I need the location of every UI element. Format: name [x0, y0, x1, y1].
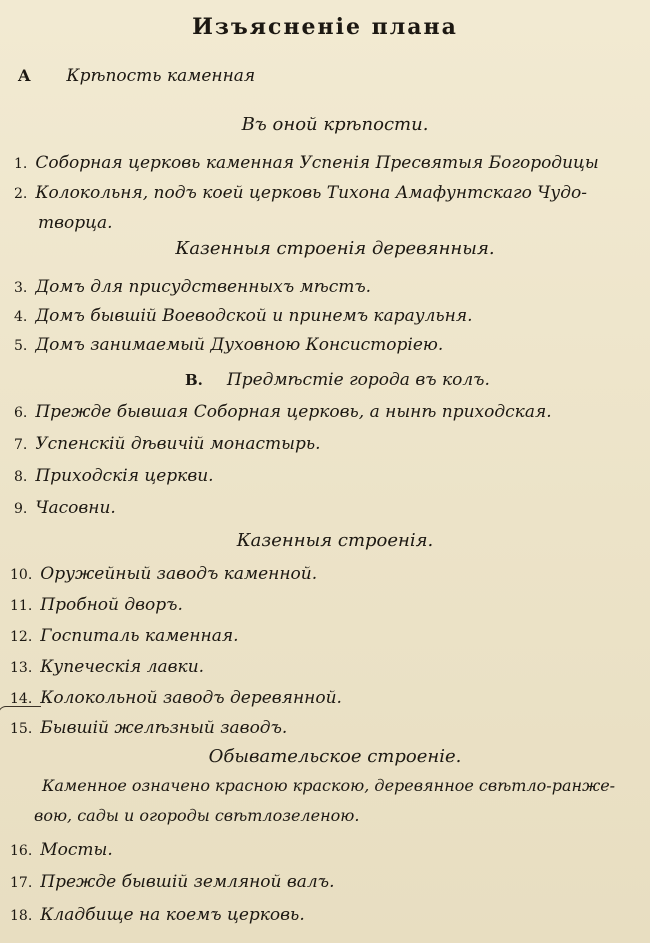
list-item — [10, 718, 287, 738]
item-text: Домъ бывшій Воеводской и принемъ караульня. — [35, 306, 473, 326]
item-text: Часовни. — [35, 498, 116, 518]
item-number: 12. — [10, 629, 33, 645]
item-number: 1. — [14, 156, 28, 172]
sub-heading-fortress: Въ оной крѣпости. — [241, 114, 429, 135]
list-item — [10, 905, 305, 925]
item-number: 13. — [10, 660, 33, 676]
item-number: 14. — [10, 691, 33, 707]
item-text: Успенскій дѣвичій монастырь. — [35, 434, 321, 454]
item-text: Мосты. — [40, 840, 113, 860]
section-b-letter: B. — [185, 371, 203, 389]
item-continuation: творца. — [38, 213, 113, 233]
heading-state-wood: Казенныя строенія деревянныя. — [175, 238, 495, 259]
section-a-text: Крѣпость каменная — [66, 66, 256, 86]
list-item — [14, 183, 587, 203]
item-number: 7. — [14, 437, 28, 453]
item-number: 9. — [14, 501, 28, 517]
item-number: 2. — [14, 186, 28, 202]
civil-paragraph-line-1: Каменное означено красною краскою, деревянное свѣтло-ранже- — [42, 776, 616, 795]
civil-paragraph-line-2: вою, сады и огороды свѣтлозеленою. — [34, 806, 360, 825]
item-text: Госпиталь каменная. — [40, 626, 239, 646]
list-item — [10, 626, 239, 646]
list-item — [10, 872, 335, 892]
item-text: Бывшій желѣзный заводъ. — [40, 718, 288, 738]
item-text: Домъ для присудственныхъ мѣстъ. — [35, 277, 372, 297]
list-item — [14, 306, 473, 326]
item-number: 16. — [10, 843, 33, 859]
list-item — [14, 466, 214, 486]
list-item — [14, 402, 552, 422]
item-number: 3. — [14, 280, 28, 296]
list-item — [10, 595, 183, 615]
item-number: 5. — [14, 338, 28, 354]
item-text: Кладбище на коемъ церковь. — [40, 905, 305, 925]
list-item — [14, 434, 321, 454]
list-item — [14, 153, 599, 173]
section-b — [185, 370, 490, 390]
heading-civil: Обывательское строеніе. — [208, 746, 462, 767]
item-number: 18. — [10, 908, 33, 924]
section-a — [18, 66, 255, 86]
section-b-text: Предмѣстіе города въ колъ. — [226, 370, 490, 390]
item-number: 10. — [10, 567, 33, 583]
item-number: 4. — [14, 309, 28, 325]
item-text: Оружейный заводъ каменной. — [40, 564, 318, 584]
list-item — [14, 277, 371, 297]
list-item — [10, 657, 204, 677]
item-text: Прежде бывшая Соборная церковь, а нынѣ приходская. — [35, 402, 552, 422]
list-item — [14, 498, 116, 518]
item-text: Купеческія лавки. — [40, 657, 205, 677]
item-text: Колокольня, подъ коей церковь Тихона Амафунтскаго Чудо- — [35, 183, 588, 203]
item-number: 15. — [10, 721, 33, 737]
item-text: Домъ занимаемый Духовною Консисторіею. — [35, 335, 444, 355]
list-item — [14, 335, 443, 355]
list-item — [10, 564, 317, 584]
item-text: Приходскія церкви. — [35, 466, 214, 486]
item-text: Прежде бывшій земляной валъ. — [40, 872, 335, 892]
page-title: Изъясненіе плана — [192, 14, 458, 40]
item-number: 8. — [14, 469, 28, 485]
item-text: Соборная церковь каменная Успенія Пресвятыя Богородицы — [35, 153, 599, 173]
heading-state: Казенныя строенія. — [236, 530, 434, 551]
item-number: 17. — [10, 875, 33, 891]
item-text: Колокольной заводъ деревянной. — [40, 688, 342, 708]
list-item — [10, 688, 342, 708]
section-a-letter: A — [18, 66, 31, 85]
item-number: 11. — [10, 598, 33, 614]
item-text: Пробной дворъ. — [40, 595, 183, 615]
item-number: 6. — [14, 405, 28, 421]
list-item — [10, 840, 113, 860]
